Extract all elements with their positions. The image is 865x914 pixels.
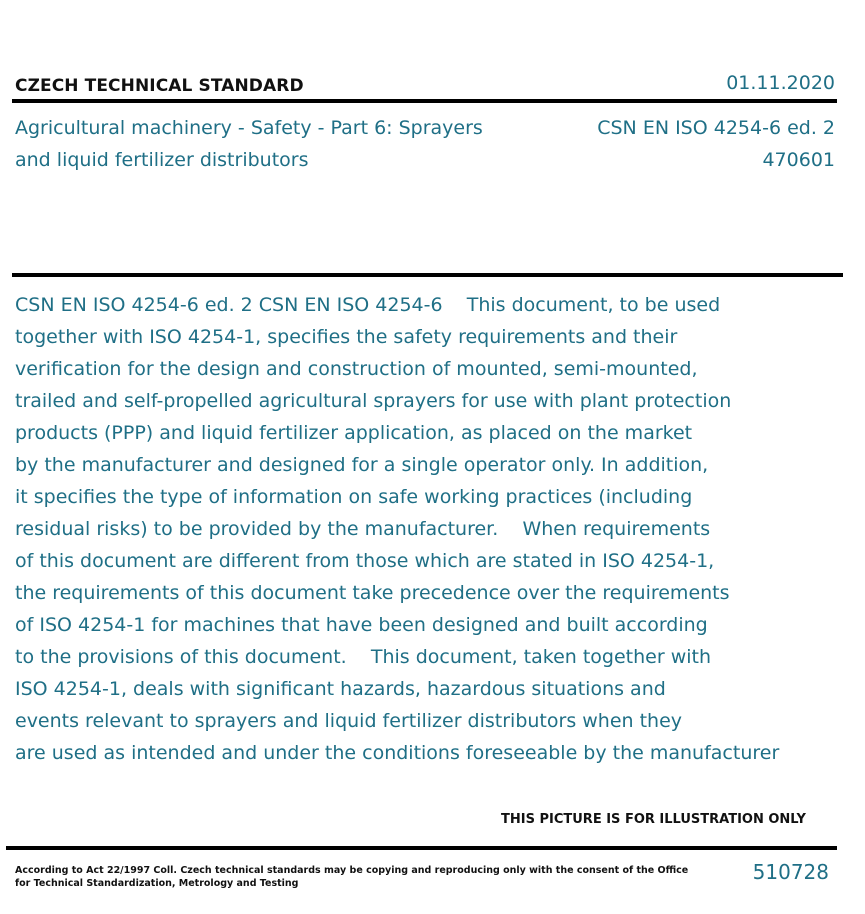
abstract-line: are used as intended and under the conditions foreseeable by the manufacturer (15, 742, 780, 764)
abstract-line: together with ISO 4254-1, specifies the safety requirements and their (15, 326, 678, 348)
standard-title-line-1: Agricultural machinery - Safety - Part 6: Sprayers (15, 117, 483, 139)
abstract-line: it specifies the type of information on safe working practices (including (15, 486, 693, 508)
abstract-line: verification for the design and construction of mounted, semi-mounted, (15, 358, 698, 380)
abstract-line: residual risks) to be provided by the manufacturer. When requirements (15, 518, 711, 540)
abstract-line: of ISO 4254-1 for machines that have been designed and built according (15, 614, 708, 636)
copyright-note-line-2: for Technical Standardization, Metrology and Testing (15, 878, 299, 889)
abstract-line: events relevant to sprayers and liquid fertilizer distributors when they (15, 710, 683, 732)
abstract-line: by the manufacturer and designed for a single operator only. In addition, (15, 454, 709, 476)
abstract-line: CSN EN ISO 4254-6 ed. 2 CSN EN ISO 4254-6 This document, to be used (15, 294, 721, 316)
illustration-disclaimer: THIS PICTURE IS FOR ILLUSTRATION ONLY (501, 812, 806, 827)
header-rule (12, 99, 837, 103)
abstract-line: trailed and self-propelled agricultural sprayers for use with plant protection (15, 390, 732, 412)
document-number: 510728 (752, 860, 829, 884)
standard-code: CSN EN ISO 4254-6 ed. 2 (597, 117, 835, 139)
section-rule (12, 273, 843, 277)
abstract-line: the requirements of this document take precedence over the requirements (15, 582, 730, 604)
abstract-line: of this document are different from those which are stated in ISO 4254-1, (15, 550, 715, 572)
copyright-note (15, 864, 688, 890)
abstract-text (15, 289, 815, 769)
class-number: 470601 (762, 149, 835, 171)
abstract-line: ISO 4254-1, deals with significant hazards, hazardous situations and (15, 678, 666, 700)
footer-rule (6, 846, 837, 850)
standard-title-line-2: and liquid fertilizer distributors (15, 149, 309, 171)
document-type-label: CZECH TECHNICAL STANDARD (15, 76, 304, 96)
copyright-note-line-1: According to Act 22/1997 Coll. Czech technical standards may be copying and reproducing only with the consent of the Office (15, 865, 689, 876)
abstract-line: to the provisions of this document. This document, taken together with (15, 646, 712, 668)
issue-date: 01.11.2020 (726, 72, 835, 94)
abstract-line: products (PPP) and liquid fertilizer application, as placed on the market (15, 422, 693, 444)
